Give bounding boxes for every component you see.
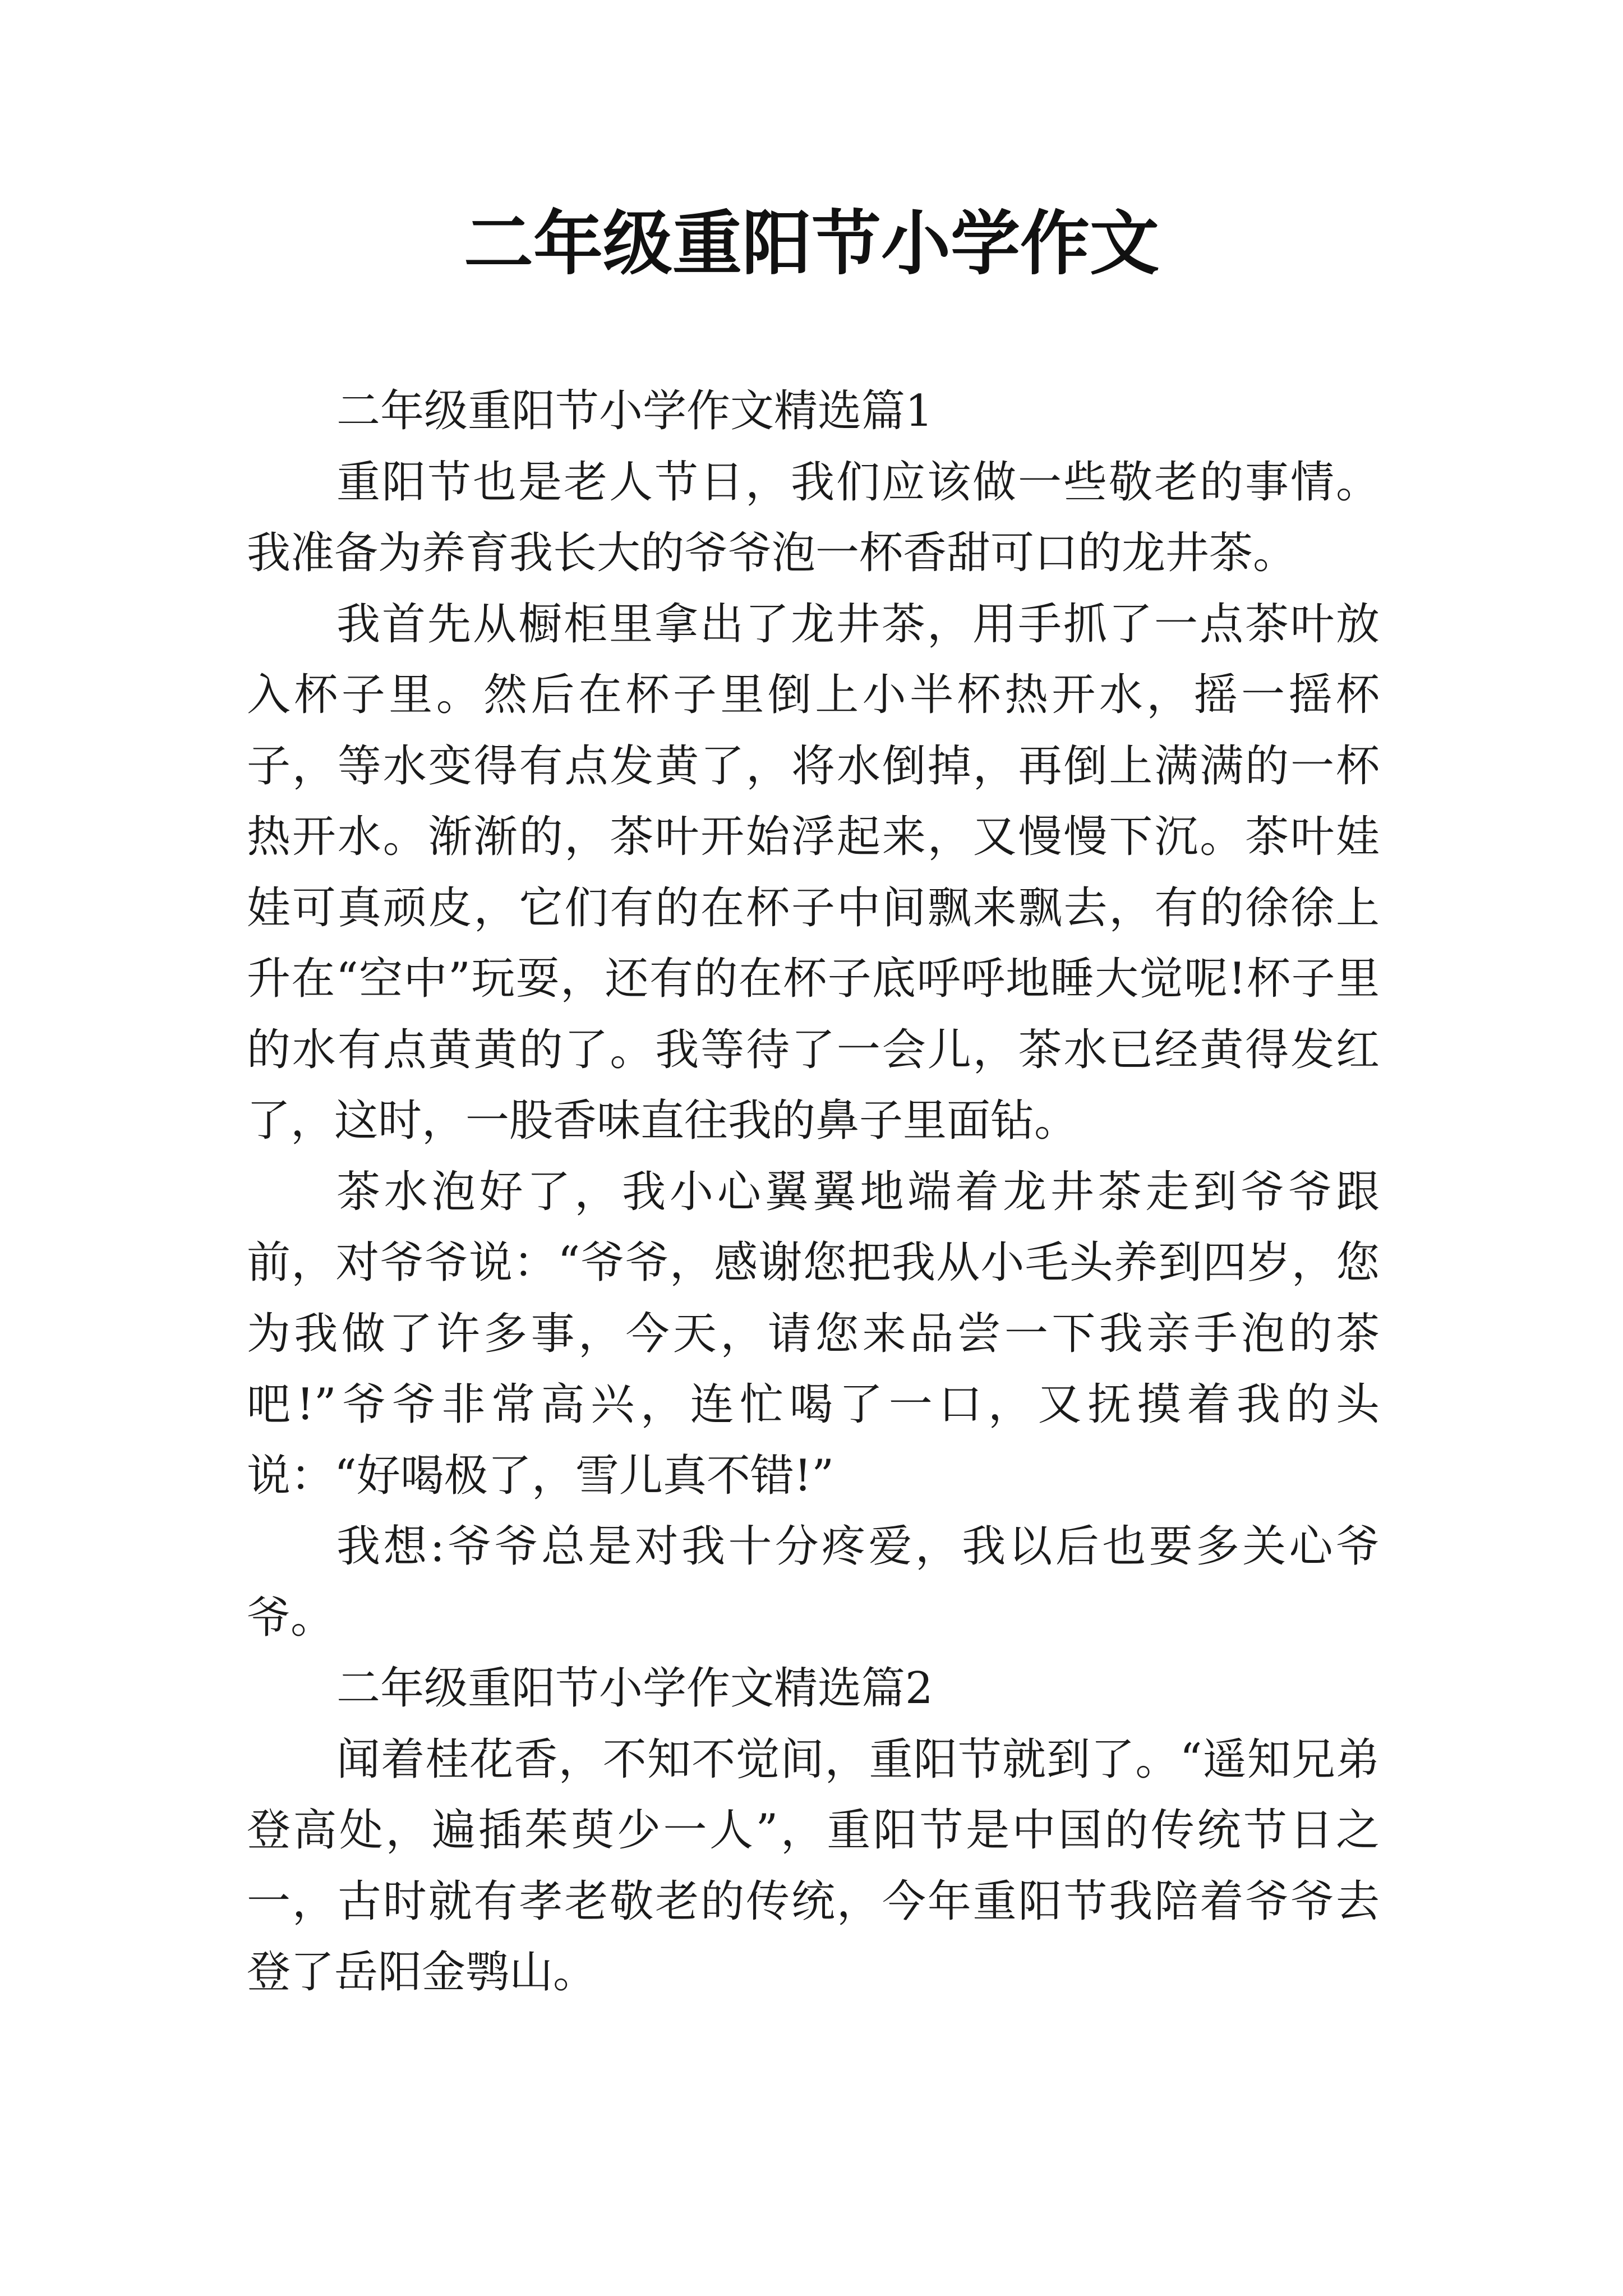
section-heading-2: 二年级重阳节小学作文精选篇2 <box>336 1663 933 1714</box>
document-title: 二年级重阳节小学作文 <box>463 203 1159 284</box>
paragraph: 闻着桂花香，不知不觉间，重阳节就到了。“遥知兄弟登高处，遍插茱萸少一人”，重阳节是中国的传统节日之一，古时就有孝老敬老的传统，今年重阳节我陪着爷爷去登了岳阳金鹗山。 <box>247 1734 1380 1998</box>
paragraph: 茶水泡好了，我小心翼翼地端着龙井茶走到爷爷跟前，对爷爷说：“爷爷，感谢您把我从小毛头养到四岁，您为我做了许多事，今天，请您来品尝一下我亲手泡的茶吧!”爷爷非常高兴，连忙喝了一口，又抚摸着我的头说：“好喝极了，雪儿真不错!” <box>247 1166 1380 1501</box>
document-body <box>247 376 1380 2008</box>
paragraph: 我想:爷爷总是对我十分疼爱，我以后也要多关心爷爷。 <box>247 1521 1380 1643</box>
paragraph: 重阳节也是老人节日，我们应该做一些敬老的事情。我准备为养育我长大的爷爷泡一杯香甜可口的龙井茶。 <box>247 457 1380 578</box>
section-heading-1: 二年级重阳节小学作文精选篇1 <box>336 386 933 436</box>
paragraph: 我首先从橱柜里拿出了龙井茶，用手抓了一点茶叶放入杯子里。然后在杯子里倒上小半杯热开水，摇一摇杯子，等水变得有点发黄了，将水倒掉，再倒上满满的一杯热开水。渐渐的，茶叶开始浮起来，又慢慢下沉。茶叶娃娃可真顽皮，它们有的在杯子中间飘来飘去，有的徐徐上升在“空中”玩耍，还有的在杯子底呼呼地睡大觉呢!杯子里的水有点黄黄的了。我等待了一会儿，茶水已经黄得发红了，这时，一股香味直往我的鼻子里面钻。 <box>247 599 1380 1146</box>
